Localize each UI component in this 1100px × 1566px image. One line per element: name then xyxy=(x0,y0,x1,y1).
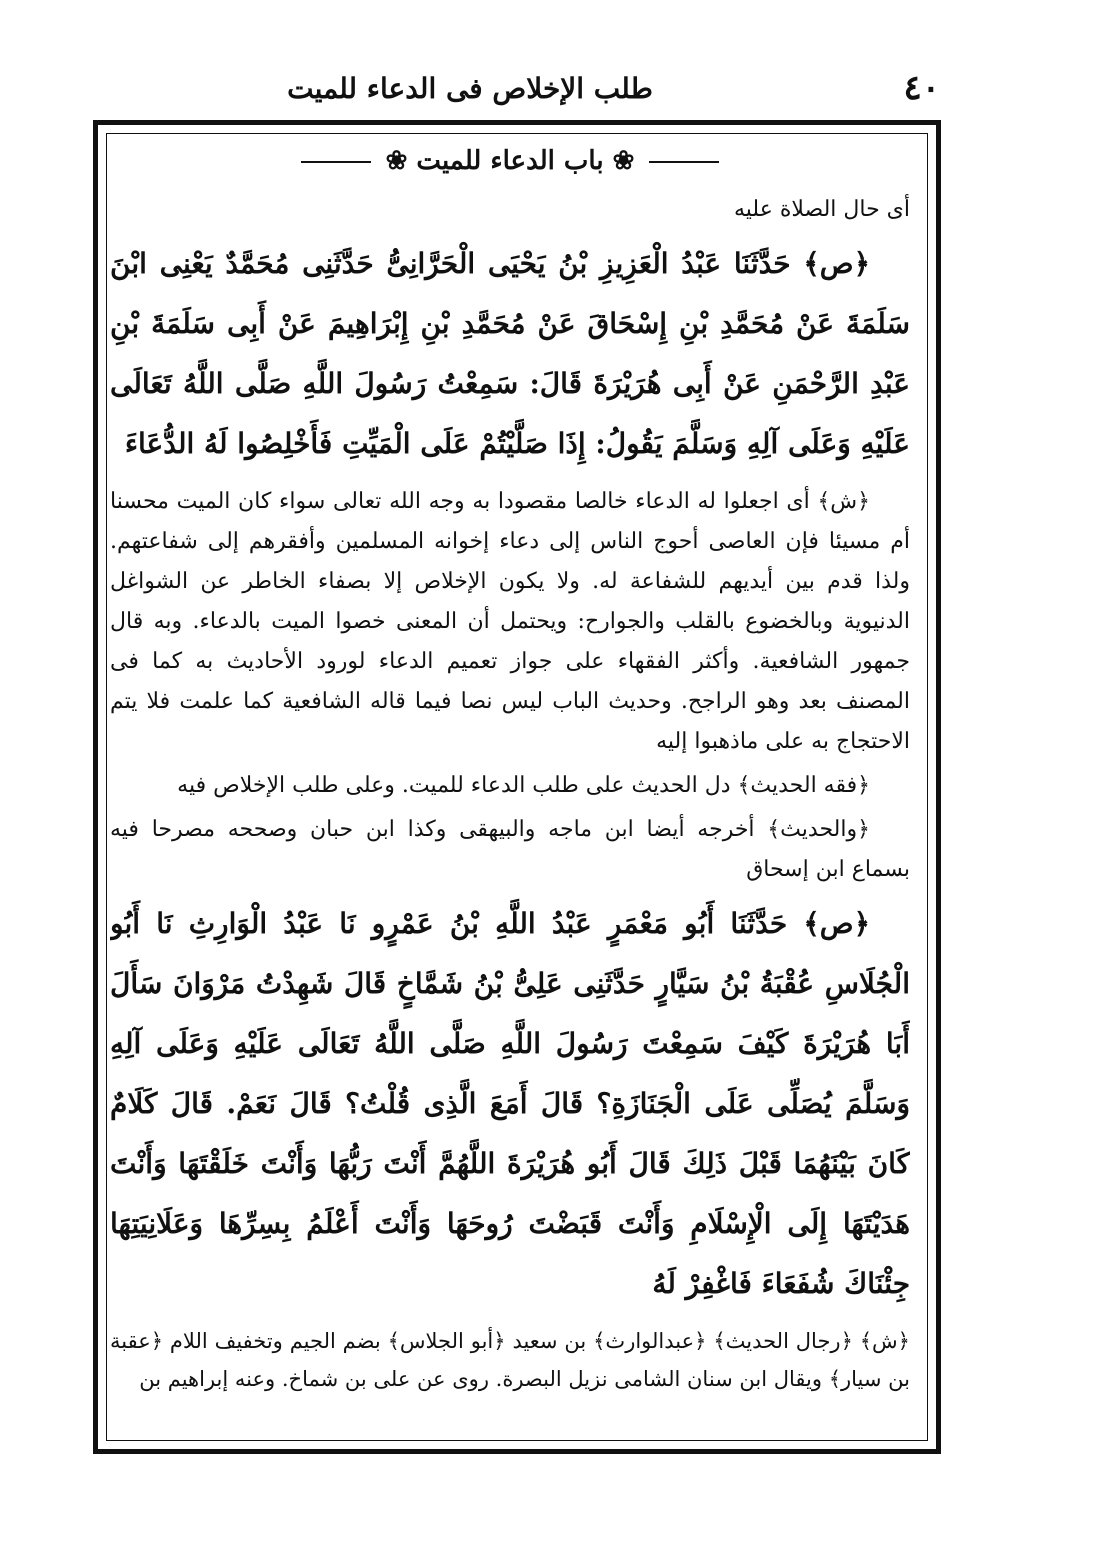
commentary-2: ﴿ش﴾ ﴿رجال الحديث﴾ ﴿عبدالوارث﴾ بن سعيد ﴿أبو الجلاس﴾ بضم الجيم وتخفيف اللام ﴿عقبة بن سيار﴾ ويقال ابن سنان الشامى نزيل البصرة. روى عن على بن شماخ. وعنه إبراهيم بن xyxy=(110,1329,910,1391)
running-title: طلب الإخلاص فى الدعاء للميت xyxy=(287,72,653,105)
chapter-title: باب الدعاء للميت xyxy=(416,146,604,176)
takhrij-paragraph: ﴿والحديث﴾ أخرجه أيضا ابن ماجه والبيهقى وكذا ابن حبان وصححه مصرحا فيه بسماع ابن إسحاق xyxy=(110,817,910,882)
chapter-heading xyxy=(110,146,910,176)
page-content xyxy=(110,140,910,1440)
ornament-left-icon: ❀ xyxy=(385,146,408,176)
running-header xyxy=(120,68,940,108)
heading-rule-right xyxy=(649,161,719,163)
commentary-1: ﴿ش﴾ أى اجعلوا له الدعاء خالصا مقصودا به وجه الله تعالى سواء كان الميت محسنا أم مسيئا فإن العاصى أحوج الناس إلى دعاء إخوانه المسلمين وأفقرهم إلى شفاعتهم. ولذا قدم بين أيديهم للشفاعة له. ولا يكون الإخلاص إلا بصفاء الخاطر عن الشواغل الدنيوية وبالخضوع بالقلب والجوارح: ويحتمل أن المعنى خصوا الميت بالدعاء. وبه قال جمهور الشافعية. وأكثر الفقهاء على جواز تعميم الدعاء لورود الأحاديث به كما فى المصنف بعد وهو الراجح. وحديث الباب ليس نصا فيما قاله الشافعية كما علمت فلا يتم الاحتجاج به على ماذهبوا إليه xyxy=(110,489,910,754)
page-number: ٤٠ xyxy=(903,68,940,108)
ornament-right-icon: ❀ xyxy=(612,146,635,176)
hadith-text-1: ﴿ص﴾ حَدَّثَنَا عَبْدُ الْعَزِيزِ بْنُ يَحْيَى الْحَرَّانِىُّ حَدَّثَنِى مُحَمَّدٌ يَعْنِى ابْنَ سَلَمَةَ عَنْ مُحَمَّدِ بْنِ إِسْحَاقَ عَنْ مُحَمَّدِ بْنِ إِبْرَاهِيمَ عَنْ أَبِى سَلَمَةَ بْنِ عَبْدِ الرَّحْمَنِ عَنْ أَبِى هُرَيْرَةَ قَالَ: سَمِعْتُ رَسُولَ اللَّهِ صَلَّى اللَّهُ تَعَالَى عَلَيْهِ وَعَلَى آلِهِ وَسَلَّمَ يَقُولُ: إِذَا صَلَّيْتُمْ عَلَى الْمَيِّتِ فَأَخْلِصُوا لَهُ الدُّعَاءَ xyxy=(110,247,910,460)
intro-line: أى حال الصلاة عليه xyxy=(734,197,910,222)
fiqh-paragraph: ﴿فقه الحديث﴾ دل الحديث على طلب الدعاء للميت. وعلى طلب الإخلاص فيه xyxy=(177,773,870,798)
hadith-text-2: ﴿ص﴾ حَدَّثَنَا أَبُو مَعْمَرٍ عَبْدُ اللَّهِ بْنُ عَمْرٍو نَا عَبْدُ الْوَارِثِ نَا أَبُو الْجُلَاسِ عُقْبَةُ بْنُ سَيَّارٍ حَدَّثَنِى عَلِىُّ بْنُ شَمَّاخٍ قَالَ شَهِدْتُ مَرْوَانَ سَأَلَ أَبَا هُرَيْرَةَ كَيْفَ سَمِعْتَ رَسُولَ اللَّهِ صَلَّى اللَّهُ تَعَالَى عَلَيْهِ وَعَلَى آلِهِ وَسَلَّمَ يُصَلِّى عَلَى الْجَنَازَةِ؟ قَالَ أَمَعَ الَّذِى قُلْتُ؟ قَالَ نَعَمْ. قَالَ كَلَامٌ كَانَ بَيْنَهُمَا قَبْلَ ذَلِكَ قَالَ أَبُو هُرَيْرَةَ اللَّهُمَّ أَنْتَ رَبُّهَا وَأَنْتَ خَلَقْتَهَا وَأَنْتَ هَدَيْتَهَا إِلَى الْإِسْلَامِ وَأَنْتَ قَبَضْتَ رُوحَهَا وَأَنْتَ أَعْلَمُ بِسِرِّهَا وَعَلَانِيَتِهَا جِئْنَاكَ شُفَعَاءَ فَاغْفِرْ لَهُ xyxy=(110,907,910,1300)
heading-rule-left xyxy=(301,161,371,163)
